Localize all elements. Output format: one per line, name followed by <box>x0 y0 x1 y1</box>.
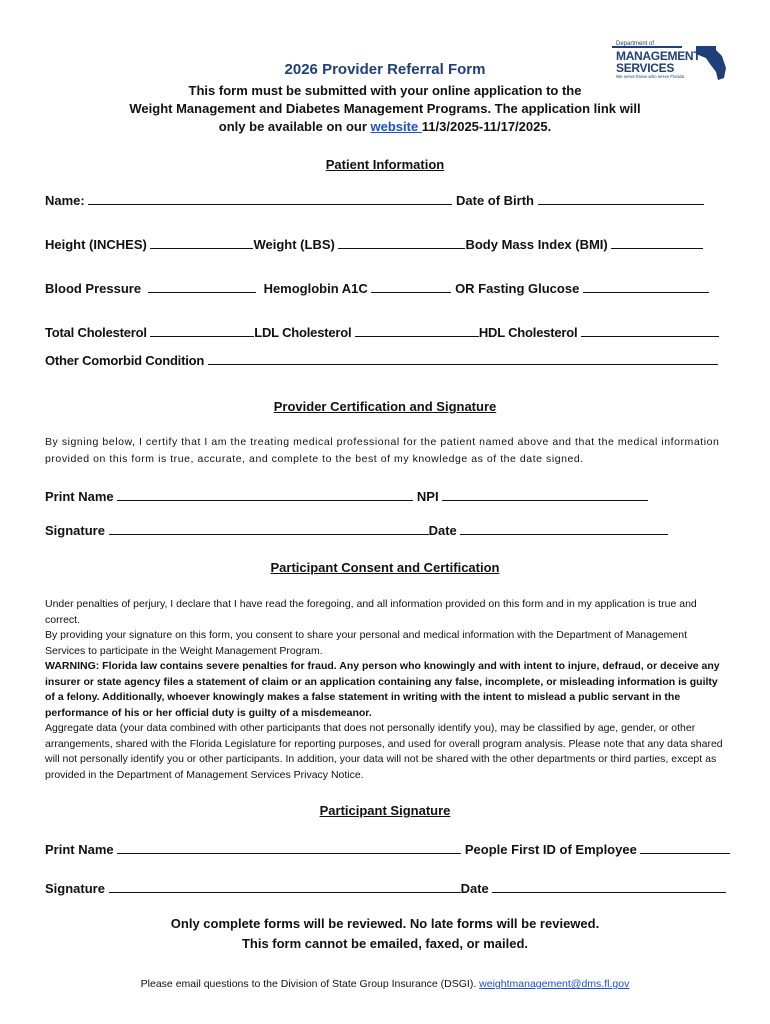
bp-label: Blood Pressure <box>45 281 142 296</box>
participant-print-name-label: Print Name <box>45 842 114 857</box>
dob-field[interactable] <box>538 192 704 205</box>
glucose-field[interactable] <box>583 280 709 293</box>
consent-paragraph-1: Under penalties of perjury, I declare that I have read the foregoing, and all information provided on this form and in my application is true and correct. <box>45 598 697 626</box>
consent-heading: Participant Consent and Certification <box>270 560 500 575</box>
total-cholesterol-label: Total Cholesterol <box>45 325 147 340</box>
consent-text <box>45 597 725 783</box>
participant-name-row <box>45 841 730 857</box>
intro-line-1: This form must be submitted with your online application to the <box>188 83 582 98</box>
comorbid-row <box>45 352 718 368</box>
logo-tagline: We serve those who serve Florida <box>616 74 684 79</box>
patient-info-heading: Patient Information <box>325 157 445 172</box>
provider-print-name-label: Print Name <box>45 489 114 504</box>
bmi-label: Body Mass Index (BMI) <box>465 237 608 252</box>
hdl-label: HDL Cholesterol <box>478 325 578 340</box>
provider-signature-label: Signature <box>45 523 105 538</box>
intro-line-3-text: only be available on our <box>218 119 371 134</box>
logo-title-line1: MANAGEMENT <box>616 49 701 63</box>
ldl-field[interactable] <box>355 324 479 337</box>
participant-signature-field[interactable] <box>109 880 461 893</box>
provider-heading: Provider Certification and Signature <box>273 399 497 414</box>
participant-print-name-field[interactable] <box>117 841 461 854</box>
npi-label: NPI <box>416 489 439 504</box>
weight-field[interactable] <box>338 236 465 249</box>
name-field[interactable] <box>88 192 452 205</box>
name-label: Name: <box>45 193 85 208</box>
page-title: 2026 Provider Referral Form <box>284 61 486 78</box>
consent-paragraph-3: Aggregate data (your data combined with other participants that does not personally identify you), may be classified by age, gender, or other arrangements, shared with the Florida Legislature for reporting purposes, and used for overall program analysis. Please note that any data shared will not personally identify you or other participants. In addition, your data will not be shared with the other departments or third parties, except as provided in the Department of Management Services Privacy Notice. <box>45 722 723 781</box>
height-weight-row <box>45 236 703 252</box>
provider-signature-row <box>45 522 668 538</box>
people-first-id-label: People First ID of Employee <box>464 842 637 857</box>
late-forms-notice: Only complete forms will be reviewed. No late forms will be reviewed. <box>170 916 600 931</box>
participant-date-field[interactable] <box>492 880 726 893</box>
height-field[interactable] <box>150 236 253 249</box>
hdl-field[interactable] <box>581 324 719 337</box>
contact-email-link[interactable]: weightmanagement@dms.fl.gov <box>479 978 630 990</box>
provider-certification-text: By signing below, I certify that I am the treating medical professional for the patient named above and that the medical information provided on this form is true, accurate, and complete to the best of my knowledge as of the date signed. <box>45 436 720 465</box>
intro-line-3 <box>0 119 770 134</box>
height-label: Height (INCHES) <box>45 237 147 252</box>
comorbid-field[interactable] <box>208 352 718 365</box>
provider-date-field[interactable] <box>460 522 668 535</box>
logo-title-line2: SERVICES <box>616 61 675 75</box>
participant-signature-heading: Participant Signature <box>319 803 451 818</box>
a1c-label: Hemoglobin A1C <box>263 281 368 296</box>
intro-line-2: Weight Management and Diabetes Management Programs. The application link will <box>129 101 641 116</box>
logo-small-text: Department of <box>616 41 655 47</box>
provider-name-row <box>45 488 648 504</box>
total-cholesterol-field[interactable] <box>150 324 254 337</box>
consent-paragraph-2: By providing your signature on this form, you consent to share your personal and medical information with the Department of Management Services to participate in the Weight Management Program. <box>45 629 688 657</box>
dob-label: Date of Birth <box>456 193 534 208</box>
participant-signature-row <box>45 880 726 896</box>
bmi-field[interactable] <box>611 236 703 249</box>
contact-text: Please email questions to the Division of State Group Insurance (DSGI). <box>140 978 480 990</box>
cholesterol-row <box>45 324 719 340</box>
website-link[interactable]: website <box>370 119 422 134</box>
a1c-field[interactable] <box>371 280 451 293</box>
ldl-label: LDL Cholesterol <box>254 325 352 340</box>
comorbid-label: Other Comorbid Condition <box>45 353 205 368</box>
weight-label: Weight (LBS) <box>253 237 335 252</box>
fraud-warning: WARNING: Florida law contains severe penalties for fraud. Any person who knowingly and with intent to injure, defraud, or deceive any insurer or state agency files a statement of claim or an application containing any false, incomplete, or misleading information is guilty of a felony. Additionally, whoever knowingly makes a false statement in writing with the intent to mislead a public servant in the performance of his or her official duty is guilty of a misdemeanor. <box>45 660 720 719</box>
provider-signature-field[interactable] <box>109 522 429 535</box>
contact-line <box>0 978 770 990</box>
npi-field[interactable] <box>442 488 648 501</box>
people-first-id-field[interactable] <box>640 841 730 854</box>
bp-field[interactable] <box>148 280 256 293</box>
participant-date-label: Date <box>460 881 489 896</box>
provider-print-name-field[interactable] <box>117 488 413 501</box>
participant-signature-label: Signature <box>45 881 105 896</box>
intro-dates: 11/3/2025-11/17/2025. <box>421 119 552 134</box>
name-row <box>45 192 704 208</box>
glucose-label: OR Fasting Glucose <box>455 281 580 296</box>
provider-date-label: Date <box>428 523 457 538</box>
bp-row <box>45 280 709 296</box>
submission-method-notice: This form cannot be emailed, faxed, or mailed. <box>241 936 529 951</box>
